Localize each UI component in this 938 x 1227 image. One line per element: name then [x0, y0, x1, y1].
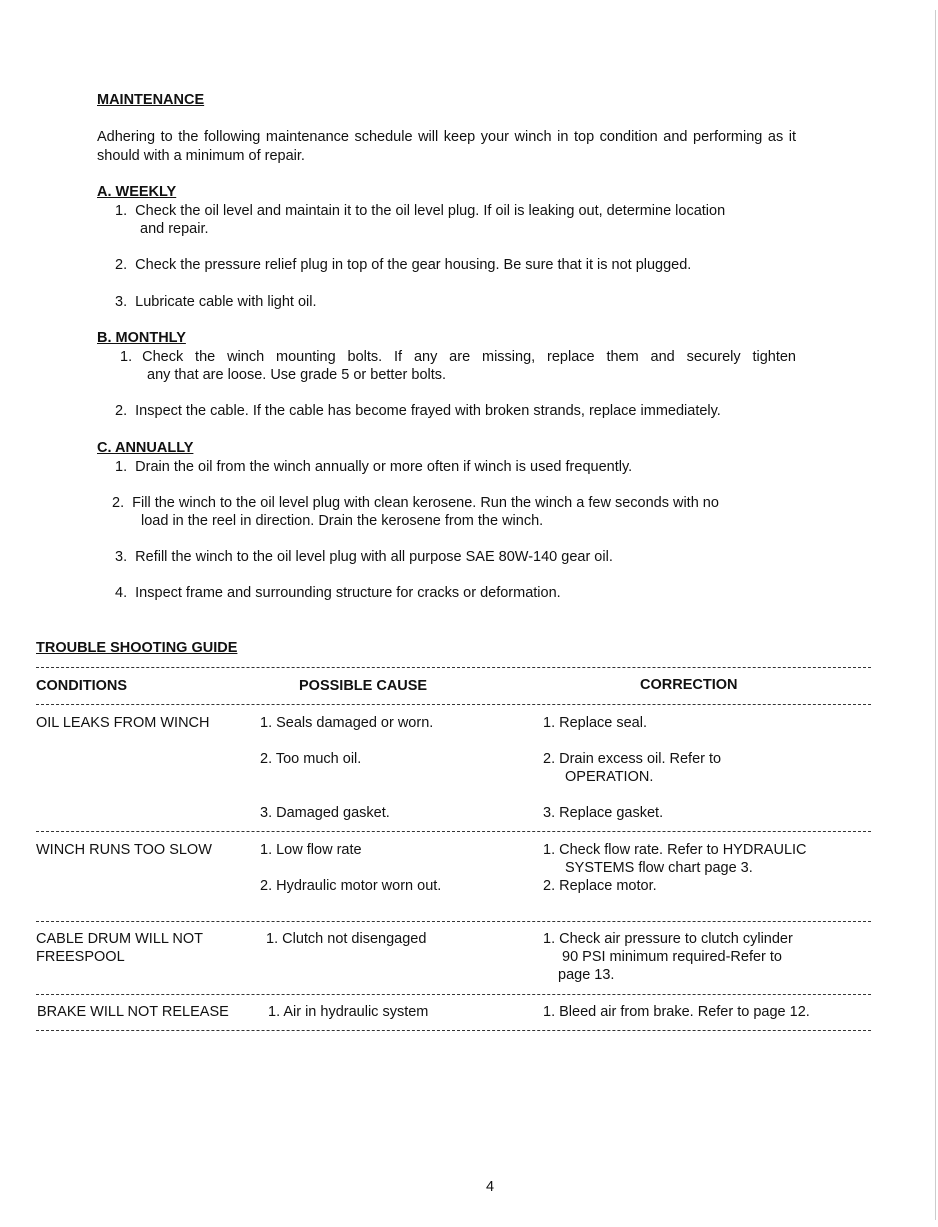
correction-3-1: 1. Check air pressure to clutch cylinder [543, 931, 793, 947]
correction-3-1-cont2: page 13. [558, 967, 615, 983]
page-edge-line [935, 10, 936, 1220]
monthly-item-2: 2. Inspect the cable. If the cable has become frayed with broken strands, replace immediately. [115, 403, 721, 419]
cause-1-2: 2. Too much oil. [260, 751, 362, 767]
monthly-item-1-cont: any that are loose. Use grade 5 or better bolts. [147, 367, 447, 383]
cause-1-1: 1. Seals damaged or worn. [260, 715, 434, 731]
correction-1-1: 1. Replace seal. [543, 715, 647, 731]
rule-header [36, 704, 871, 705]
condition-oil-leaks: OIL LEAKS FROM WINCH [36, 715, 210, 731]
weekly-item-2: 2. Check the pressure relief plug in top of the gear housing. Be sure that it is not plugged. [115, 257, 692, 273]
condition-cable-drum: CABLE DRUM WILL NOT [36, 931, 204, 947]
section-title-maintenance: MAINTENANCE [97, 92, 205, 108]
weekly-item-3: 3. Lubricate cable with light oil. [115, 294, 317, 310]
cause-3-1: 1. Clutch not disengaged [266, 931, 427, 947]
cause-2-1: 1. Low flow rate [260, 842, 362, 858]
rule-row-2 [36, 921, 871, 922]
page-number: 4 [486, 1179, 495, 1195]
annually-item-1: 1. Drain the oil from the winch annually or more often if winch is used frequently. [115, 459, 633, 475]
condition-brake: BRAKE WILL NOT RELEASE [37, 1004, 229, 1020]
correction-1-3: 3. Replace gasket. [543, 805, 664, 821]
annually-item-4: 4. Inspect frame and surrounding structure for cracks or deformation. [115, 585, 561, 601]
weekly-item-1-cont: and repair. [140, 221, 209, 237]
correction-2-1-cont: SYSTEMS flow chart page 3. [565, 860, 753, 876]
col-header-conditions: CONDITIONS [36, 678, 128, 694]
maintenance-intro: Adhering to the following maintenance schedule will keep your winch in top condition and performing as it should with a minimum of repair. [97, 129, 796, 164]
correction-3-1-cont: 90 PSI minimum required-Refer to [562, 949, 782, 965]
heading-annually: C. ANNUALLY [97, 440, 194, 456]
correction-1-2-cont: OPERATION. [565, 769, 654, 785]
weekly-item-1: 1. Check the oil level and maintain it to the oil level plug. If oil is leaking out, determine location [115, 203, 726, 219]
condition-cable-drum-cont: FREESPOOL [36, 949, 125, 965]
correction-4-1: 1. Bleed air from brake. Refer to page 12. [543, 1004, 810, 1020]
section-title-troubleshooting: TROUBLE SHOOTING GUIDE [36, 640, 238, 656]
col-header-correction: CORRECTION [640, 677, 738, 693]
cause-2-2: 2. Hydraulic motor worn out. [260, 878, 442, 894]
rule-top [36, 667, 871, 668]
correction-2-2: 2. Replace motor. [543, 878, 657, 894]
monthly-item-1: 1. Check the winch mounting bolts. If any are missing, replace them and securely tighten [120, 349, 796, 365]
condition-winch-slow: WINCH RUNS TOO SLOW [36, 842, 212, 858]
heading-weekly: A. WEEKLY [97, 184, 177, 200]
annually-item-3: 3. Refill the winch to the oil level plug with all purpose SAE 80W-140 gear oil. [115, 549, 613, 565]
annually-item-2-cont: load in the reel in direction. Drain the kerosene from the winch. [141, 513, 544, 529]
rule-row-3 [36, 994, 871, 995]
annually-item-2: 2. Fill the winch to the oil level plug with clean kerosene. Run the winch a few seconds with no [112, 495, 719, 511]
correction-2-1: 1. Check flow rate. Refer to HYDRAULIC [543, 842, 807, 858]
correction-1-2: 2. Drain excess oil. Refer to [543, 751, 722, 767]
rule-row-1 [36, 831, 871, 832]
heading-monthly: B. MONTHLY [97, 330, 186, 346]
rule-bottom [36, 1030, 871, 1031]
cause-1-3: 3. Damaged gasket. [260, 805, 390, 821]
col-header-possible-cause: POSSIBLE CAUSE [299, 678, 428, 694]
cause-4-1: 1. Air in hydraulic system [268, 1004, 429, 1020]
